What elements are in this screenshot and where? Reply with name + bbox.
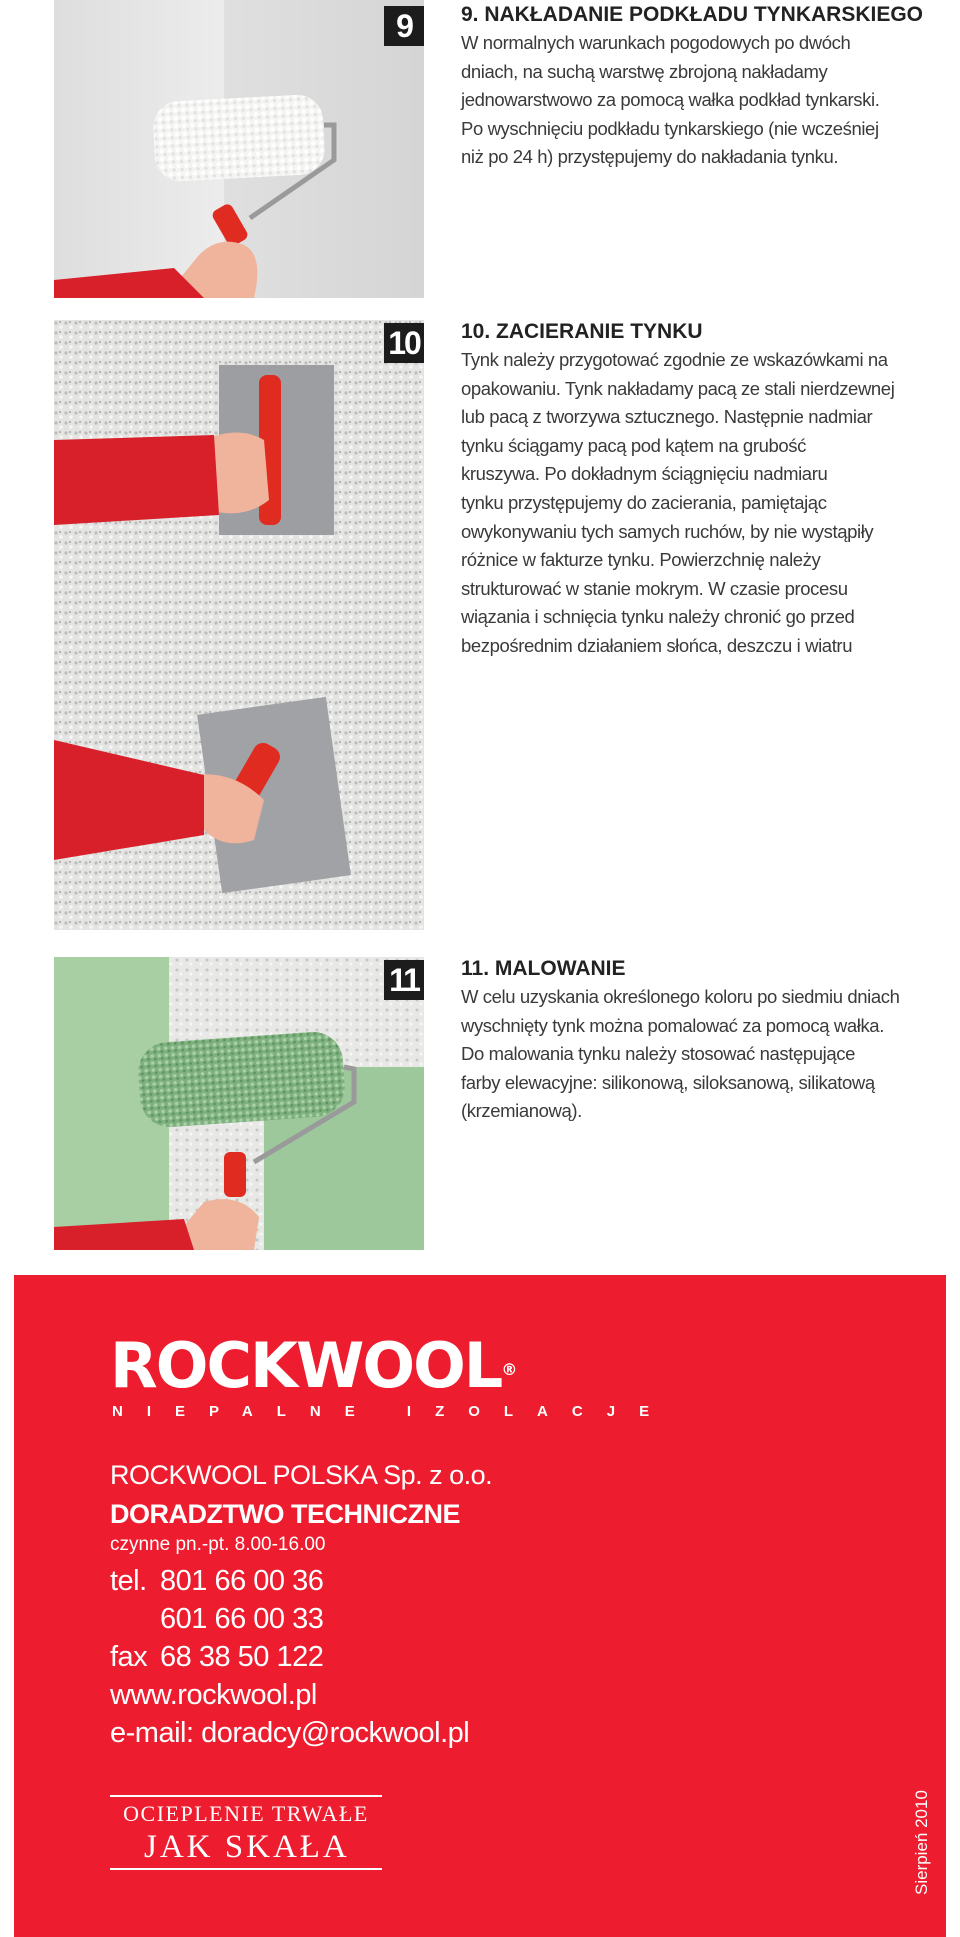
fax-number: 68 38 50 122 [160, 1641, 324, 1673]
website-link[interactable]: www.rockwool.pl [110, 1679, 317, 1711]
step-11-text [461, 957, 931, 1126]
step-10-photo [54, 320, 424, 930]
step-number-badge: 11 [384, 960, 424, 1000]
company-name: ROCKWOOL POLSKA Sp. z o.o. [110, 1460, 493, 1490]
step-body: W celu uzyskania określonego koloru po siedmiu dniach wyschnięty tynk można pomalować za pomocą wałka. Do malowania tynku należy stosować następujące farby elewacyjne: silikonową, siloksanową, silikatową (krzemianową). [461, 986, 900, 1122]
contact-block [110, 1460, 492, 1752]
contact-footer [14, 1275, 946, 1937]
step-number-badge: 9 [384, 6, 424, 46]
publication-date: Sierpień 2010 [912, 1790, 931, 1895]
step-10 [0, 320, 960, 930]
step-9-text [461, 3, 931, 172]
step-body: W normalnych warunkach pogodowych po dwóch dniach, na suchą warstwę zbrojoną nakładamy jednowarstwowo za pomocą wałka podkład tynkarski. Po wyschnięciu podkładu tynkarskiego (nie wcześniej niż po 24 h) przystępujemy do nakładania tynku. [461, 32, 880, 168]
office-hours: czynne pn.-pt. 8.00-16.00 [110, 1534, 326, 1555]
step-9-photo [54, 0, 424, 298]
step-body: Tynk należy przygotować zgodnie ze wskazówkami na opakowaniu. Tynk nakładamy pacą ze stali nierdzewnej lub pacą z tworzywa sztucznego. Następnie nadmiar tynku ściągamy pacą pod kątem na grubość kruszywa. Po dokładnym ściągnięciu nadmiaru tynku przystępujemy do zacierania, pamiętając owykonywaniu tych samych ruchów, by nie wystąpiły różnice w fakturze tynku. Powierzchnię należy strukturować w stanie mokrym. W czasie procesu wiązania i schnięcia tynku należy chronić go przed bezpośrednim działaniem słońca, deszczu i wiatru [461, 349, 895, 656]
phone-line-1: tel. 801 66 00 36 [110, 1565, 324, 1597]
step-9 [0, 0, 960, 300]
fax-line: fax 68 38 50 122 [110, 1641, 324, 1673]
logo-tagline: NIEPALNE IZOLACJE [112, 1403, 674, 1420]
department-name: DORADZTWO TECHNICZNE [110, 1499, 460, 1529]
step-title: 11. MALOWANIE [461, 957, 626, 980]
phone-number[interactable]: 801 66 00 36 [160, 1565, 324, 1597]
slogan-line-1: OCIEPLENIE TRWAŁE [123, 1801, 369, 1826]
slogan [110, 1795, 382, 1870]
step-title: 10. ZACIERANIE TYNKU [461, 320, 703, 343]
phone-line-2 [110, 1600, 492, 1638]
step-11-photo [54, 957, 424, 1250]
rockwool-logo: ROCKWOOL® [110, 1329, 516, 1402]
step-title: 9. NAKŁADANIE PODKŁADU TYNKARSKIEGO [461, 3, 924, 26]
phone-number[interactable]: 601 66 00 33 [160, 1603, 324, 1635]
email-link[interactable]: e-mail: doradcy@rockwool.pl [110, 1717, 470, 1749]
paint-roller-illustration [54, 0, 424, 298]
step-11 [0, 957, 960, 1252]
green-roller-illustration [54, 957, 424, 1250]
step-number-badge: 10 [384, 323, 424, 363]
step-10-text [461, 320, 931, 661]
slogan-line-2: JAK SKAŁA [144, 1829, 350, 1865]
trowel-illustration [54, 320, 424, 930]
